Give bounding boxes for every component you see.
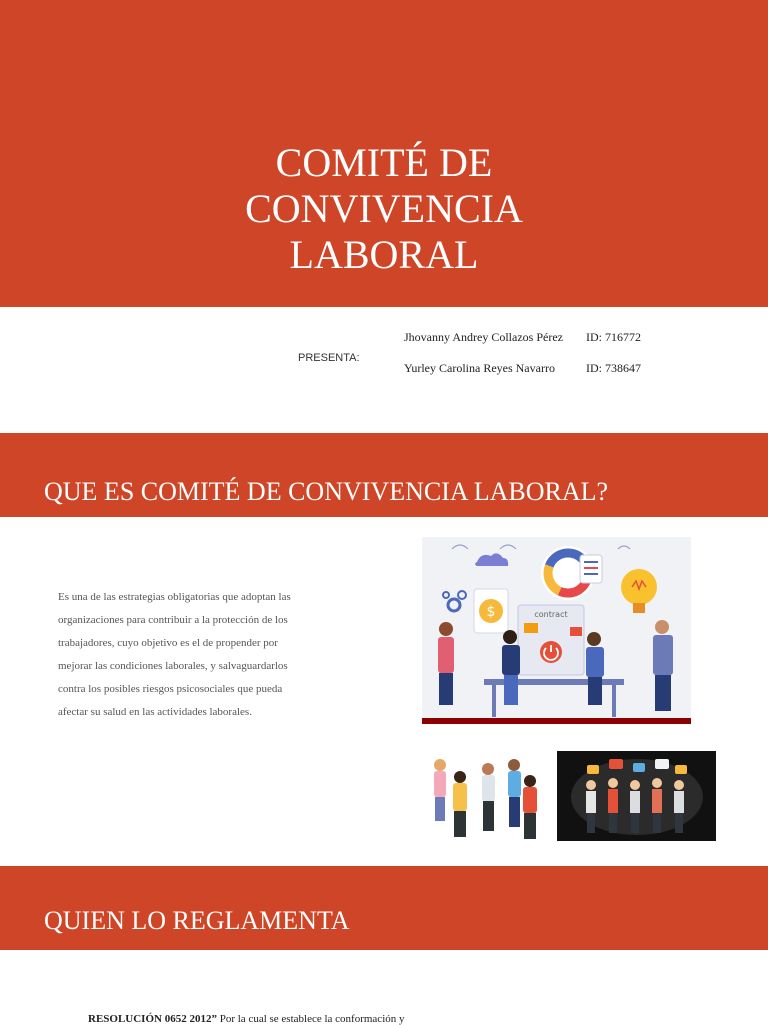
- resolution-text: [88, 1013, 405, 1025]
- intro-line: organizaciones para contribuir a la protección de los: [58, 614, 288, 626]
- presenter-row: [404, 330, 641, 345]
- presenter-row: [404, 361, 641, 376]
- presenter-name: Yurley Carolina Reyes Navarro: [404, 361, 555, 375]
- title-line-3: LABORAL: [289, 232, 479, 277]
- contract-label: contract: [534, 610, 568, 619]
- presenta-label: PRESENTA:: [298, 352, 360, 364]
- presenter-id: ID: 738647: [586, 361, 641, 375]
- intro-line: Es una de las estrategias obligatorias que adoptan las: [58, 591, 291, 603]
- intro-line: trabajadores, cuyo objetivo es el de propender por: [58, 637, 278, 649]
- title-line-2: CONVIVENCIA: [245, 186, 523, 231]
- presenter-name: Jhovanny Andrey Collazos Pérez: [404, 330, 563, 344]
- title-line-1: COMITÉ DE: [275, 140, 493, 185]
- intro-line: contra los posibles riesgos psicosociales que pueda: [58, 683, 283, 695]
- resolution-description: Por la cual se establece la conformación y: [216, 1013, 405, 1025]
- speech-bubbles-team-illustration: [557, 751, 716, 841]
- presenter-id: ID: 716772: [586, 330, 641, 344]
- page-title: [0, 140, 768, 278]
- intro-paragraph: [58, 586, 348, 724]
- section1-heading: QUE ES COMITÉ DE CONVIVENCIA LABORAL?: [44, 477, 609, 506]
- resolution-title: RESOLUCIÓN 0652 2012”: [88, 1013, 217, 1025]
- business-meeting-illustration: [422, 537, 691, 724]
- presenters-section: [0, 307, 768, 433]
- intro-line: afectar su salud en las actividades laborales.: [58, 706, 252, 718]
- coin-symbol: $: [486, 604, 496, 620]
- team-discussion-illustration: [422, 751, 545, 841]
- section2-heading: QUIEN LO REGLAMENTA: [44, 906, 350, 935]
- intro-line: mejorar las condiciones laborales, y salvaguardarlos: [58, 660, 288, 672]
